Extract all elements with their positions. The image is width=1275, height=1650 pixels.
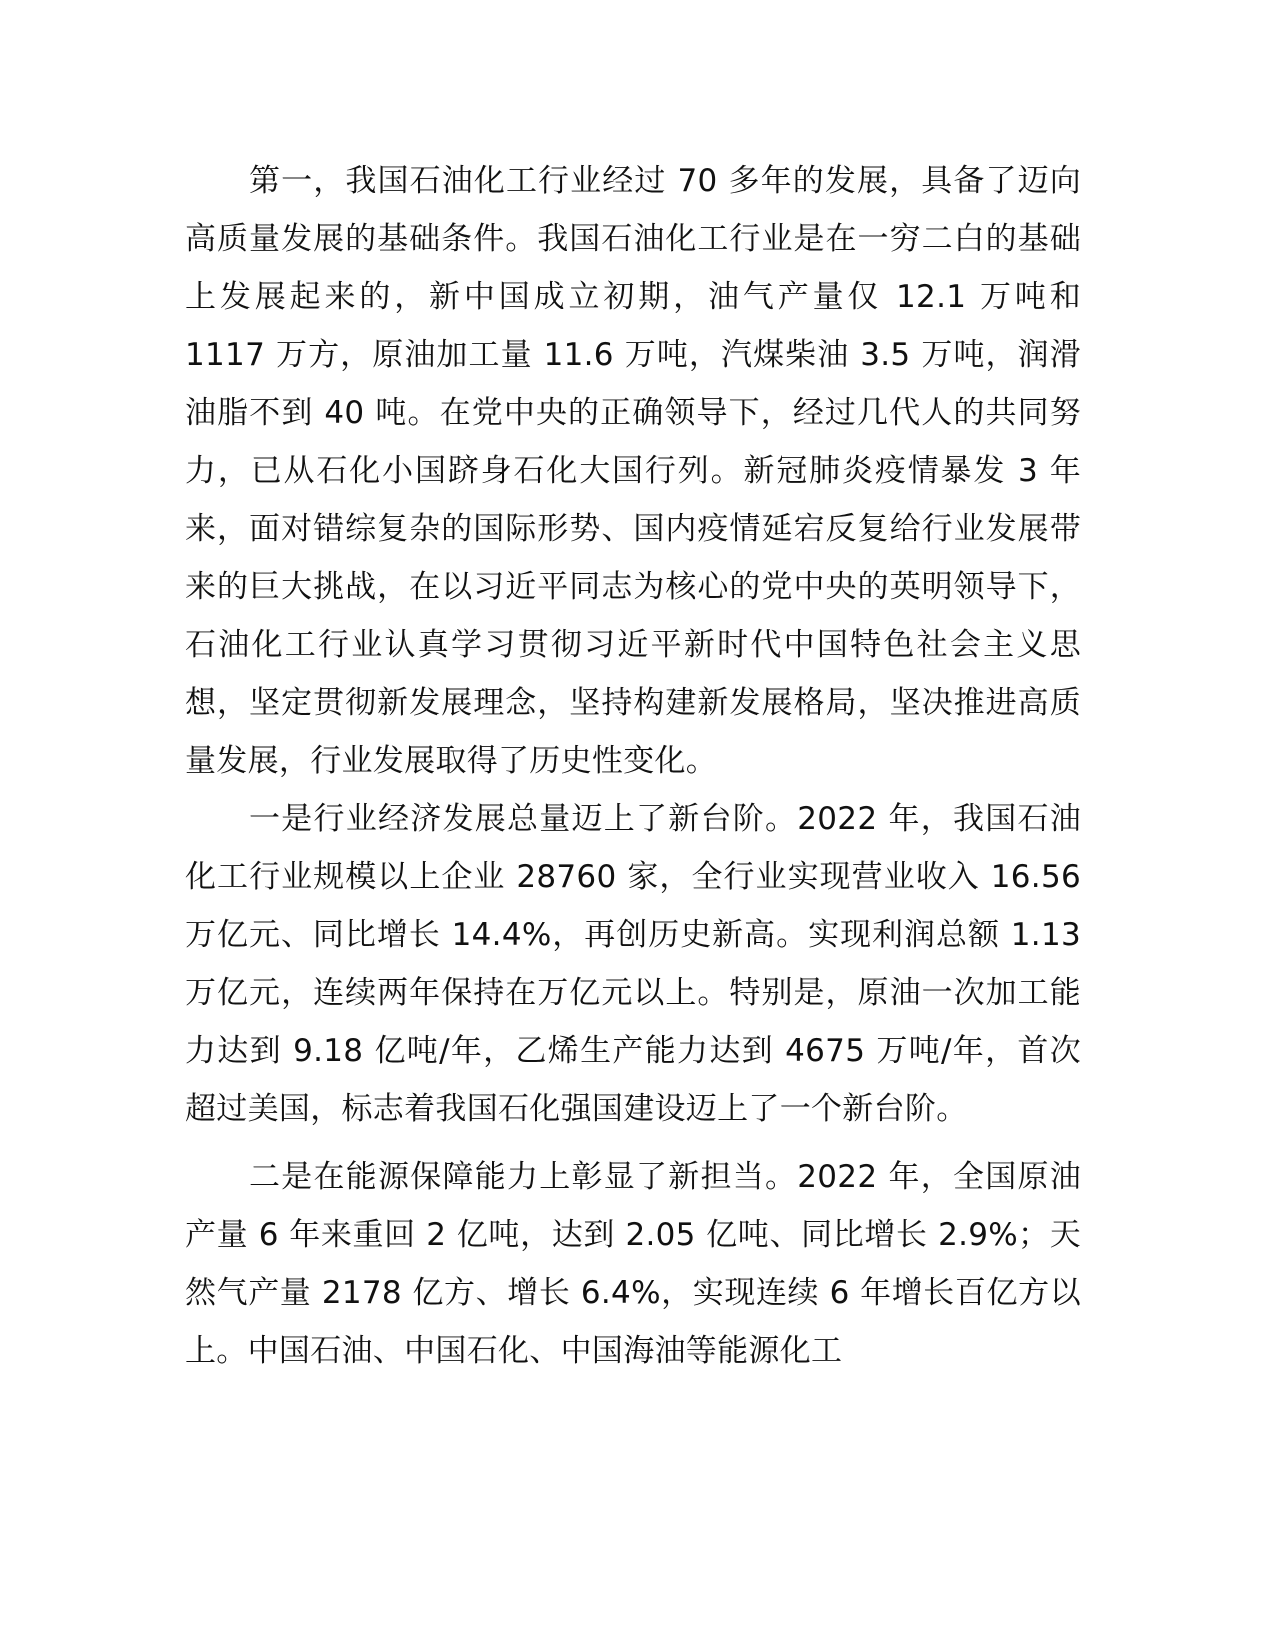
paragraph-development-basis: 第一，我国石油化工行业经过 70 多年的发展，具备了迈向高质量发展的基础条件。我国石油化工行业是在一穷二白的基础上发展起来的，新中国成立初期，油气产量仅 12.1 万吨和 1117 万方，原油加工量 11.6 万吨，汽煤柴油 3.5 万吨，润滑油脂不到 40 吨。在党中央的正确领导下，经过几代人的共同努力，已从石化小国跻身石化大国行列。新冠肺炎疫情暴发 3 年来，面对错综复杂的国际形势、国内疫情延宕反复给行业发展带来的巨大挑战，在以习近平同志为核心的党中央的英明领导下，石油化工行业认真学习贯彻习近平新时代中国特色社会主义思想，坚定贯彻新发展理念，坚持构建新发展格局，坚决推进高质量发展，行业发展取得了历史性变化。 [185, 163, 1081, 779]
paragraph-energy-security: 二是在能源保障能力上彰显了新担当。2022 年，全国原油产量 6 年来重回 2 亿吨，达到 2.05 亿吨、同比增长 2.9%；天然气产量 2178 亿方、增长 6.4%，实现连续 6 年增长百亿方以上。中国石油、中国石化、中国海油等能源化工 [185, 1159, 1081, 1369]
document-body [185, 152, 1081, 1380]
paragraph-economic-scale: 一是行业经济发展总量迈上了新台阶。2022 年，我国石油化工行业规模以上企业 28760 家，全行业实现营业收入 16.56 万亿元、同比增长 14.4%，再创历史新高。实现利润总额 1.13 万亿元，连续两年保持在万亿元以上。特别是，原油一次加工能力达到 9.18 亿吨/年，乙烯生产能力达到 4675 万吨/年，首次超过美国，标志着我国石化强国建设迈上了一个新台阶。 [185, 801, 1081, 1127]
